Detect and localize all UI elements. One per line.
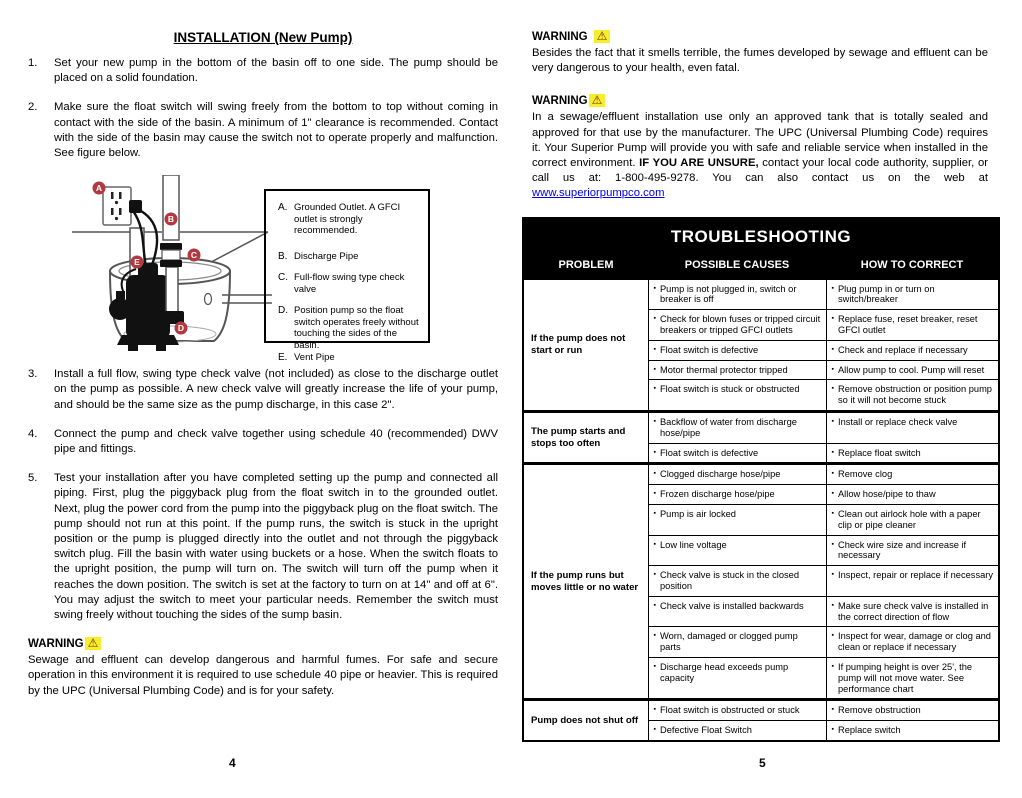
- step-text: Make sure the float switch will swing freely from the bottom to top without coming in contact with the side of the basin. A minimum of 1" clearance is recommended. Contact with the side of the basin may cause the switch not to operate properly and malfunction. See figure below.: [54, 101, 498, 160]
- cell-text: Check valve is stuck in the closed position: [659, 570, 799, 591]
- correct-cell: [826, 360, 999, 380]
- warning-heading-1: [532, 30, 988, 43]
- legend-text: Discharge Pipe: [294, 250, 359, 262]
- cell-content: [654, 570, 821, 592]
- table-row: [523, 464, 999, 485]
- marker-b-label: B: [167, 214, 175, 225]
- cell-content: [654, 489, 821, 500]
- cause-cell: [648, 535, 826, 566]
- correct-cell: [826, 504, 999, 535]
- bullet-icon: ▪: [653, 315, 656, 323]
- cell-text: Float switch is obstructed or stuck: [659, 705, 800, 716]
- cell-content: [832, 662, 994, 694]
- cause-cell: [648, 310, 826, 341]
- table-group: [523, 278, 999, 411]
- correct-cell: [826, 566, 999, 597]
- page-title: INSTALLATION (New Pump): [173, 30, 353, 45]
- bullet-icon: ▪: [653, 365, 656, 373]
- bullet-icon: ▪: [653, 726, 656, 734]
- legend-item: [278, 251, 423, 263]
- cause-cell: [648, 627, 826, 658]
- cell-content: [654, 540, 821, 551]
- cell-text: Plug pump in or turn on switch/breaker: [837, 283, 935, 305]
- cause-cell: [648, 700, 826, 721]
- cell-text: Remove clog: [837, 469, 893, 480]
- cell-text: Inspect for wear, damage or clog and clean or replace if necessary: [837, 631, 991, 653]
- legend-key: E.: [278, 352, 288, 364]
- bullet-icon: ▪: [653, 571, 656, 579]
- page-number-left: 4: [229, 756, 236, 770]
- cause-cell: [648, 596, 826, 627]
- cause-cell: [648, 443, 826, 464]
- cause-cell: [648, 380, 826, 412]
- cell-content: [832, 448, 994, 459]
- warning-text-2-part1: In a sewage/effluent installation use only an approved tank that is totally sealed and approved for that use by the manufacturer. The UPC (Universal Plumbing Code) requires it. Your Superior Pump will provide you with safe and reliable service when installed in the correct environment.: [532, 111, 988, 170]
- cell-content: [832, 725, 994, 736]
- cell-text: Install or replace check valve: [837, 417, 958, 427]
- bullet-icon: ▪: [831, 662, 834, 670]
- bullet-icon: ▪: [831, 365, 834, 373]
- bullet-icon: ▪: [653, 385, 656, 393]
- cell-text: Make sure check valve is installed in the correct direction of flow: [837, 600, 989, 622]
- legend-key: B.: [278, 250, 288, 262]
- col-header-causes: POSSIBLE CAUSES: [648, 254, 826, 279]
- correct-cell: [826, 380, 999, 412]
- bullet-icon: ▪: [831, 706, 834, 714]
- cell-text: Pump is not plugged in, switch or breaker is off: [659, 283, 797, 305]
- legend-item: [278, 352, 423, 364]
- bullet-icon: ▪: [831, 726, 834, 734]
- cell-text: Float switch is defective: [659, 447, 759, 458]
- legend-text: Position pump so the float switch operates freely without touching the sides of the basin.: [294, 305, 419, 351]
- troubleshooting-table: [522, 217, 1000, 742]
- cell-content: [832, 601, 994, 623]
- correct-cell: [826, 485, 999, 505]
- bullet-icon: ▪: [831, 448, 834, 456]
- cell-content: [832, 469, 994, 480]
- cell-content: [832, 365, 994, 376]
- bullet-icon: ▪: [831, 284, 834, 292]
- bullet-icon: ▪: [653, 706, 656, 714]
- legend-item: [278, 202, 423, 237]
- legend-item: [278, 272, 423, 295]
- cell-content: [654, 384, 821, 395]
- cell-content: [654, 284, 821, 306]
- cause-cell: [648, 721, 826, 741]
- cell-content: [654, 631, 821, 653]
- cell-text: Allow hose/pipe to thaw: [837, 489, 936, 500]
- legend-key: A.: [278, 202, 288, 214]
- problem-cell: Pump does not shut off: [523, 700, 648, 741]
- problem-cell: The pump starts and stops too often: [523, 412, 648, 464]
- step-number: 1.: [28, 57, 38, 69]
- cell-content: [654, 365, 821, 376]
- cell-text: Discharge head exceeds pump capacity: [659, 661, 789, 683]
- table-group: [523, 464, 999, 700]
- grounded-outlet-icon: [103, 187, 142, 225]
- cell-content: [654, 417, 821, 439]
- cell-content: [654, 345, 821, 356]
- correct-cell: [826, 596, 999, 627]
- cause-cell: [648, 360, 826, 380]
- step-text: Test your installation after you have completed setting up the pump and connected all piping. First, plug the piggyback plug from the float switch in to the grounded outlet. Next, plug the power cord from the pump into the piggyback plug on the float switch. The pump should not run at this point. If the pump runs, the switch is stuck in the upright position or the pump is plugged directly into the outlet and not through the piggyback switch plug. Fill the basin with water using buckets or a hose. When the switch floats to the upright position, the pump will turn on. The switch will turn off the pump when it reaches the down position. The switch is set at the factory to turn on at 14" and off at 6". You may adjust the switch to meet your particular needs. Remember the switch must swing freely without touching the sides of the sump basin.: [54, 472, 498, 622]
- warning-text-2-bold: IF YOU ARE UNSURE,: [639, 157, 759, 170]
- problem-cell: If the pump runs but moves little or no water: [523, 464, 648, 700]
- bullet-icon: ▪: [653, 509, 656, 517]
- warning-heading-2: [532, 94, 988, 107]
- warning-icon: ⚠: [594, 30, 611, 43]
- warning-text-1: Besides the fact that it smells terrible, the fumes developed by sewage and effluent can be very dangerous to your health, even fatal.: [532, 47, 988, 75]
- step-item: [28, 56, 498, 86]
- bullet-icon: ▪: [653, 345, 656, 353]
- step-text: Set your new pump in the bottom of the basin off to one side. The pump should be placed on a solid foundation.: [54, 57, 498, 85]
- bullet-icon: ▪: [653, 662, 656, 670]
- cell-text: Check for blown fuses or tripped circuit breakers or tripped GFCI outlets: [659, 314, 821, 336]
- step-number: 5.: [28, 472, 38, 485]
- table-group: [523, 700, 999, 741]
- page-left: [28, 30, 498, 699]
- bullet-icon: ▪: [653, 601, 656, 609]
- bullet-icon: ▪: [653, 632, 656, 640]
- correct-cell: [826, 535, 999, 566]
- step-item: [28, 100, 498, 161]
- cell-text: Clean out airlock hole with a paper clip or pipe cleaner: [837, 508, 981, 530]
- correct-cell: [826, 412, 999, 444]
- problem-cell: If the pump does not start or run: [523, 278, 648, 411]
- marker-d-label: D: [177, 323, 185, 334]
- bullet-icon: ▪: [831, 571, 834, 579]
- step-text: Install a full flow, swing type check valve (not included) as close to the discharge outlet on the pump as possible. A new check valve will greatly increase the life of your pump, and should be the same size as the pump discharge, in this case 2".: [54, 368, 498, 411]
- cell-text: Remove obstruction: [837, 705, 921, 716]
- col-header-problem: PROBLEM: [523, 254, 648, 279]
- bullet-icon: ▪: [653, 490, 656, 498]
- cell-content: [654, 448, 821, 459]
- cell-content: [832, 540, 994, 562]
- warning-text-left: Sewage and effluent can develop dangerous and harmful fumes. For safe and secure operation in this environment it is required to use schedule 40 pipe or heavier. This is required by the UPC (Universal Plumbing Code) and is for your safety.: [28, 654, 498, 697]
- legend-item: [278, 305, 423, 351]
- cell-text: Worn, damaged or clogged pump parts: [659, 631, 798, 653]
- cell-content: [832, 384, 994, 406]
- cell-content: [654, 601, 821, 612]
- bullet-icon: ▪: [653, 284, 656, 292]
- warning-text-2: [532, 110, 988, 201]
- bullet-icon: ▪: [831, 418, 834, 425]
- cause-cell: [648, 657, 826, 699]
- col-header-correct: HOW TO CORRECT: [826, 254, 999, 279]
- page-number-right: 5: [759, 756, 766, 770]
- cause-cell: [648, 504, 826, 535]
- bullet-icon: ▪: [831, 509, 834, 517]
- cell-content: [654, 705, 821, 716]
- cell-text: Frozen discharge hose/pipe: [659, 489, 775, 500]
- bullet-icon: ▪: [831, 601, 834, 609]
- basin-hole: [205, 294, 212, 305]
- steps-3-5: [28, 367, 498, 623]
- installation-figure: [28, 175, 498, 364]
- cell-content: [654, 662, 821, 684]
- page-right: [531, 29, 994, 742]
- cell-text: Check and replace if necessary: [837, 344, 968, 355]
- legend-key: C.: [278, 272, 288, 284]
- cause-cell: [648, 278, 826, 310]
- cell-text: Replace fuse, reset breaker, reset GFCI outlet: [837, 314, 978, 336]
- warning-label: WARNING: [532, 30, 588, 43]
- correct-cell: [826, 278, 999, 310]
- table-row: [523, 412, 999, 444]
- bullet-icon: ▪: [831, 540, 834, 548]
- correct-cell: [826, 310, 999, 341]
- step-item: [28, 427, 498, 457]
- cell-text: Clogged discharge hose/pipe: [659, 469, 781, 480]
- cell-text: Replace float switch: [837, 447, 921, 458]
- warning-heading-left: [28, 637, 498, 650]
- cell-content: [832, 509, 994, 531]
- cell-text: Remove obstruction or position pump so it will not become stuck: [837, 384, 992, 406]
- bullet-icon: ▪: [831, 315, 834, 323]
- figure-legend: [264, 189, 430, 364]
- plug-icon: [129, 200, 142, 213]
- pump-basin-diagram: [70, 175, 275, 357]
- cell-content: [832, 284, 994, 306]
- cell-content: [654, 725, 821, 736]
- cell-content: [832, 417, 994, 428]
- bullet-icon: ▪: [831, 490, 834, 498]
- bullet-icon: ▪: [831, 470, 834, 478]
- cell-text: Check wire size and increase if necessary: [837, 539, 967, 561]
- website-link[interactable]: www.superiorpumpco.com: [532, 187, 665, 200]
- warning-icon: ⚠: [85, 637, 102, 650]
- step-item: [28, 471, 498, 623]
- cell-content: [832, 705, 994, 716]
- step-number: 4.: [28, 427, 38, 440]
- steps-1-2: [28, 56, 498, 161]
- correct-cell: [826, 657, 999, 699]
- bullet-icon: ▪: [653, 540, 656, 548]
- cell-content: [832, 489, 994, 500]
- marker-e-label: E: [134, 257, 140, 268]
- cause-cell: [648, 464, 826, 485]
- bullet-icon: ▪: [831, 345, 834, 353]
- cell-text: Allow pump to cool. Pump will reset: [837, 364, 985, 375]
- cell-text: Replace switch: [837, 725, 901, 736]
- table-row: [523, 700, 999, 721]
- cell-content: [654, 509, 821, 520]
- cell-text: Low line voltage: [659, 539, 727, 550]
- cell-text: Defective Float Switch: [659, 725, 752, 736]
- correct-cell: [826, 721, 999, 741]
- cell-content: [832, 314, 994, 336]
- step-text: Connect the pump and check valve together using schedule 40 (recommended) DWV pipe and fittings.: [54, 427, 498, 456]
- cause-cell: [648, 485, 826, 505]
- warning-label: WARNING: [532, 94, 588, 107]
- correct-cell: [826, 340, 999, 360]
- bullet-icon: ▪: [831, 385, 834, 393]
- cause-cell: [648, 340, 826, 360]
- legend-text: Full-flow swing type check valve: [294, 272, 405, 295]
- bullet-icon: ▪: [653, 470, 656, 478]
- bullet-icon: ▪: [831, 632, 834, 640]
- legend-text: Grounded Outlet. A GFCI outlet is strongly recommended.: [294, 202, 401, 237]
- step-item: [28, 367, 498, 413]
- cell-content: [832, 570, 994, 581]
- cell-content: [832, 631, 994, 653]
- step-number: 3.: [28, 368, 38, 381]
- correct-cell: [826, 627, 999, 658]
- cell-text: Backflow of water from discharge hose/pipe: [659, 417, 797, 438]
- table-row: [523, 278, 999, 310]
- cause-cell: [648, 566, 826, 597]
- cause-cell: [648, 412, 826, 444]
- cell-text: Float switch is defective: [659, 344, 759, 355]
- check-valve: [160, 243, 182, 267]
- cell-text: Inspect, repair or replace if necessary: [837, 570, 994, 581]
- correct-cell: [826, 700, 999, 721]
- marker-a-label: A: [95, 183, 103, 194]
- table-group: [523, 412, 999, 464]
- cell-text: Check valve is installed backwards: [659, 600, 804, 611]
- warning-text-2-part2: contact your local code authority, supplier, or call us at: 1-800-495-9278. You can also contact us on the web at: [532, 157, 988, 185]
- cell-content: [832, 345, 994, 356]
- cell-text: If pumping height is over 25', the pump will not move water. See performance chart: [837, 661, 973, 694]
- bullet-icon: ▪: [653, 418, 656, 425]
- cell-text: Pump is air locked: [659, 508, 736, 519]
- table-title: TROUBLESHOOTING: [523, 218, 999, 254]
- warning-label: WARNING: [28, 637, 84, 650]
- cell-content: [654, 469, 821, 480]
- bullet-icon: ▪: [653, 448, 656, 456]
- legend-text: Vent Pipe: [294, 352, 335, 364]
- cell-text: Motor thermal protector tripped: [659, 364, 788, 375]
- cell-text: Float switch is stuck or obstructed: [659, 384, 800, 395]
- correct-cell: [826, 464, 999, 485]
- step-number: 2.: [28, 101, 38, 114]
- marker-c-label: C: [190, 250, 198, 261]
- warning-icon: ⚠: [589, 94, 606, 107]
- cell-content: [654, 314, 821, 336]
- legend-key: D.: [278, 305, 288, 317]
- correct-cell: [826, 443, 999, 464]
